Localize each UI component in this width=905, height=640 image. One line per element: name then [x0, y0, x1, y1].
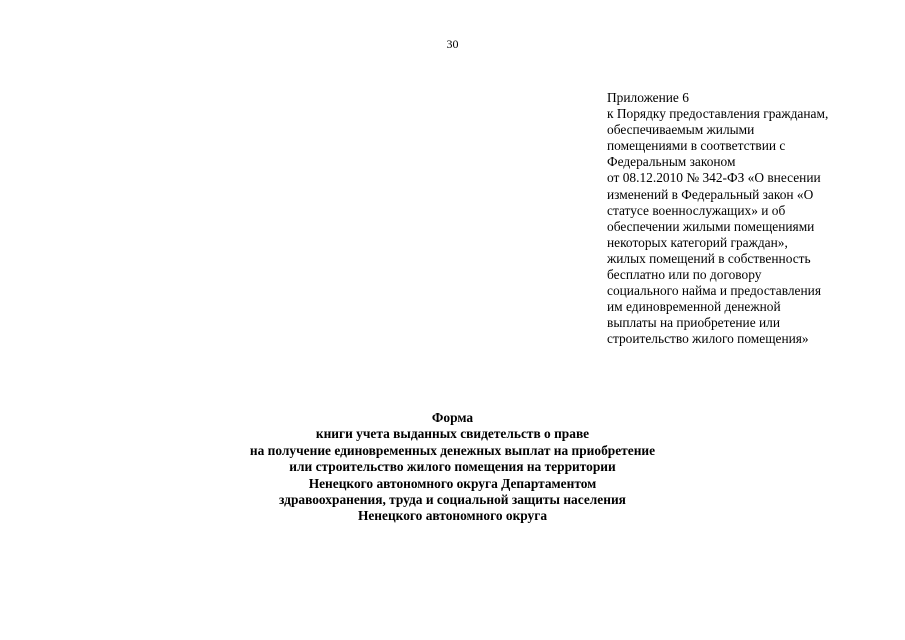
appendix-line: обеспечиваемым жилыми: [607, 122, 755, 138]
appendix-line: им единовременной денежной: [607, 299, 781, 315]
appendix-line: от 08.12.2010 № 342-ФЗ «О внесении: [607, 170, 821, 186]
form-title-line: Форма: [431, 410, 474, 425]
appendix-line: некоторых категорий граждан»,: [607, 234, 788, 250]
appendix-line: к Порядку предоставления гражданам,: [607, 106, 829, 122]
page-number: 30: [446, 37, 459, 51]
appendix-line: помещениями в соответствии с: [607, 138, 786, 154]
appendix-line: строительство жилого помещения»: [607, 331, 809, 347]
appendix-line: Федеральным законом: [607, 154, 736, 170]
appendix-line: Приложение 6: [607, 90, 689, 105]
form-title-line: на получение единовременных денежных выплат на приобретение: [249, 442, 656, 458]
appendix-header: [607, 90, 897, 348]
form-title-line: здравоохранения, труда и социальной защиты населения: [279, 492, 626, 508]
form-title-line: книги учета выданных свидетельств о праве: [315, 426, 590, 442]
form-title-line: или строительство жилого помещения на территории: [289, 459, 616, 475]
appendix-line: выплаты на приобретение или: [607, 315, 781, 331]
appendix-line: изменений в Федеральный закон «О: [607, 186, 814, 202]
form-title: [0, 410, 905, 525]
appendix-line: обеспечении жилыми помещениями: [607, 218, 815, 234]
appendix-line: жилых помещений в собственность: [607, 250, 811, 266]
appendix-line: социального найма и предоставления: [607, 283, 821, 299]
form-title-line: Ненецкого автономного округа: [357, 508, 548, 524]
appendix-line: бесплатно или по договору: [607, 267, 762, 283]
appendix-line: статусе военнослужащих» и об: [607, 202, 786, 218]
form-title-line: Ненецкого автономного округа Департаментом: [308, 475, 597, 491]
